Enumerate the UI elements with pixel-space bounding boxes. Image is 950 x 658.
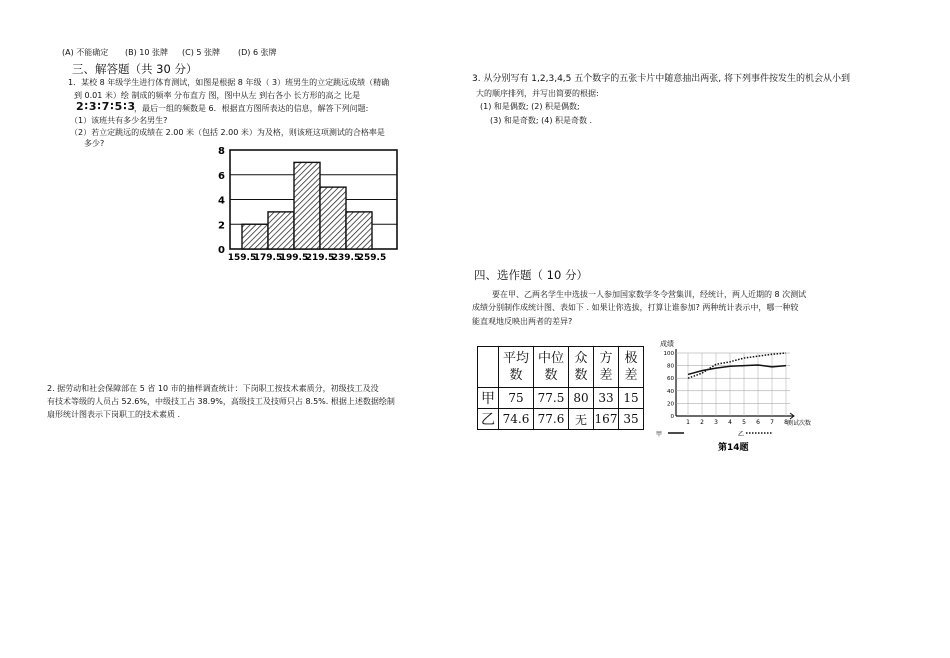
header-mode: 众数 (569, 347, 594, 388)
line-chart-x-label: 测试次数 (787, 420, 812, 427)
line-chart-caption: 第14题 (718, 443, 749, 453)
choice-c: (C) 5 张牌 (182, 48, 221, 57)
q1-line1: 1．某校 8 年级学生进行体育测试，如图是根据 8 年级（ 3）班男生的立定跳远成绩（精确 (68, 78, 390, 87)
line-chart-y-tick-label: 100 (663, 351, 674, 357)
histogram-bar (346, 212, 372, 249)
choice-a: (A) 不能确定 (62, 48, 109, 57)
q4-line3: 能直观地反映出两者的差异? (472, 317, 573, 326)
line-chart-y-tick-label: 40 (667, 388, 674, 395)
table-row (478, 388, 644, 409)
line-chart-y-tick-label: 60 (667, 376, 674, 383)
line-chart-x-tick-label: 5 (742, 419, 746, 426)
histogram-y-tick-label: 4 (218, 195, 225, 207)
histogram-bar (320, 187, 346, 249)
table-row (478, 409, 644, 430)
table-cell: 77.6 (534, 409, 569, 430)
line-chart-y-tick-label: 20 (667, 401, 674, 408)
frequency-histogram (205, 145, 405, 265)
header-variance: 方差 (594, 347, 619, 388)
table-cell: 75 (499, 388, 534, 409)
stats-table (477, 346, 644, 430)
choice-d: (D) 6 张牌 (238, 48, 277, 57)
histogram-x-tick-label: 219.5 (305, 253, 335, 263)
q3-options-2: (3) 和是奇数; (4) 积是奇数 . (490, 116, 593, 125)
line-chart-y-tick-label: 80 (667, 363, 674, 370)
q4-line1: 要在甲、乙两名学生中选拔一人参加国家数学冬令营集训，经统计，两人近期的 8 次测试 (492, 290, 807, 299)
line-chart-x-tick-label: 8 (784, 419, 788, 426)
line-chart-y-tick-label: 0 (670, 414, 674, 420)
q4-line2: 成绩分别制作成统计图、表如下 . 如果让你选拔，打算让谁参加? 两种统计表示中，哪一种较 (472, 303, 799, 312)
table-cell: 167 (594, 409, 619, 430)
line-chart-y-label: 成绩 (660, 340, 674, 348)
q1-sub2: （2）若立定跳远的成绩在 2.00 米（包括 2.00 米）为及格，则该班这项测试的合格率是 (70, 128, 385, 137)
line-chart-x-tick-label: 4 (728, 419, 732, 426)
histogram-x-tick-label: 259.5 (357, 253, 387, 263)
row-label-jia: 甲 (478, 388, 499, 409)
q2-line2: 有技术等级的人员占 52.6%，中级技工占 38.9%，高级技工及技师只占 8.5%. 根据上述数据绘制 (47, 397, 395, 406)
table-cell: 77.5 (534, 388, 569, 409)
table-cell: 33 (594, 388, 619, 409)
q3-line1: 3. 从分别写有 1,2,3,4,5 五个数字的五张卡片中随意抽出两张, 将下列事件按发生的机会从小到 (472, 74, 850, 84)
header-mean: 平均数 (499, 347, 534, 388)
histogram-y-tick-label: 6 (218, 170, 225, 182)
table-cell: 80 (569, 388, 594, 409)
table-cell: 35 (619, 409, 644, 430)
histogram-bar (294, 162, 320, 249)
table-cell: 无 (569, 409, 594, 430)
legend-jia: 甲 (656, 431, 663, 438)
q3-line2: 大的顺序排列，并写出简要的根据: (476, 89, 599, 98)
header-empty-cell (478, 347, 499, 388)
line-chart-x-tick-label: 6 (756, 419, 760, 426)
q1-line2: 到 0.01 米）绘 制成的频率 分布直方 图，图中从左 到右各小 长方形的高之 比是 (74, 91, 361, 100)
q2-line1: 2. 据劳动和社会保障部在 5 省 10 市的抽样调查统计：下岗职工按技术素质分，初级技工及没 (47, 384, 379, 393)
q2-line3: 扇形统计图表示下岗职工的技术素质 . (47, 410, 181, 419)
q1-line3: ，最后一组的频数是 6．根据直方图所表达的信息，解答下列问题: (134, 104, 369, 113)
histogram-x-tick-label: 239.5 (331, 253, 361, 263)
table-cell: 74.6 (499, 409, 534, 430)
line-chart-x-tick-label: 3 (714, 419, 718, 426)
score-line-chart (654, 338, 824, 458)
histogram-bar (242, 224, 268, 249)
q1-sub1: （1）该班共有多少名男生? (70, 116, 168, 125)
header-range: 极差 (619, 347, 644, 388)
histogram-y-tick-label: 8 (218, 146, 225, 157)
q1-sub2b: 多少? (84, 139, 105, 148)
histogram-x-tick-label: 179.5 (253, 253, 283, 263)
histogram-x-tick-label: 159.5 (227, 253, 257, 263)
q1-ratio: 2∶3∶7∶5∶3 (76, 100, 137, 113)
q3-options-1: (1) 和是偶数; (2) 积是偶数; (480, 102, 580, 111)
header-median: 中位数 (534, 347, 569, 388)
table-cell: 15 (619, 388, 644, 409)
section3-title: 三、解答题（共 30 分） (72, 62, 198, 76)
row-label-yi: 乙 (478, 409, 499, 430)
section4-title: 四、选作题（ 10 分） (474, 268, 588, 282)
line-chart-x-tick-label: 7 (770, 419, 774, 426)
line-chart-x-tick-label: 2 (700, 419, 704, 426)
histogram-x-tick-label: 199.5 (279, 253, 309, 263)
histogram-y-tick-label: 2 (218, 220, 225, 232)
legend-yi: 乙 (738, 431, 745, 438)
stats-table-header-row (478, 347, 644, 388)
line-chart-x-tick-label: 1 (686, 419, 690, 426)
histogram-bar (268, 212, 294, 249)
histogram-y-tick-label: 0 (218, 245, 225, 256)
choice-b: (B) 10 张牌 (125, 48, 168, 57)
